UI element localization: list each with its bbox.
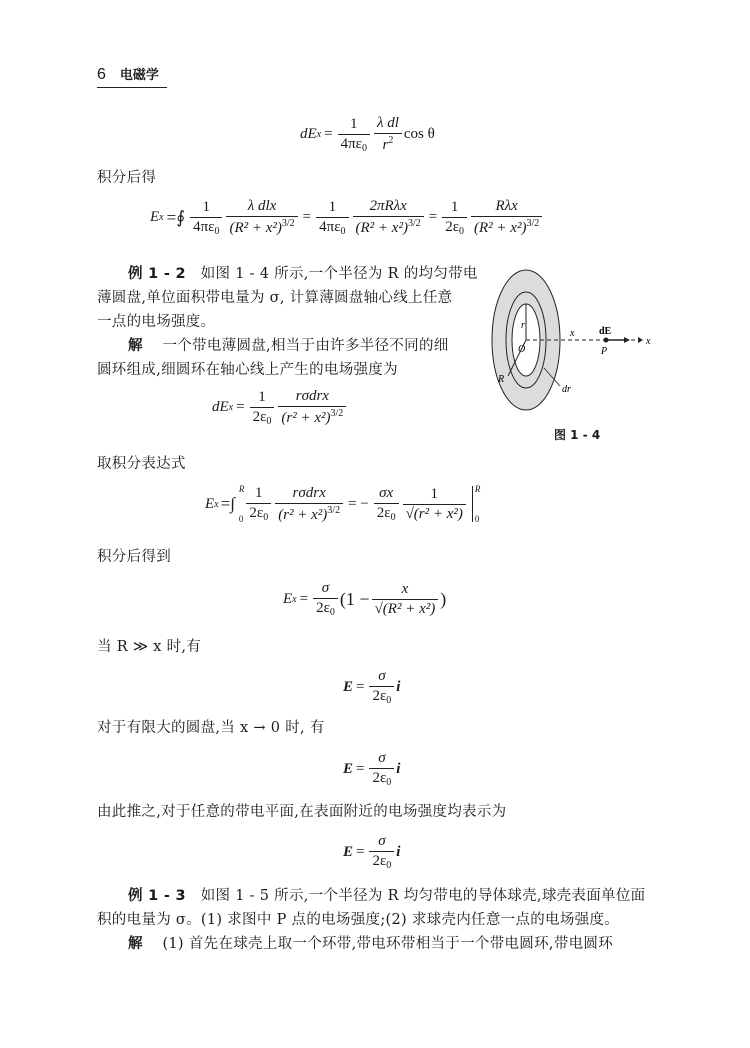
text-integrate-2: 积分后得到 <box>97 549 171 565</box>
equation-E-plane: E = $\frac{\sigma}{2\varepsilon_0}$ i <box>343 833 401 871</box>
svg-text:x: x <box>646 336 651 347</box>
running-header <box>97 64 167 88</box>
fraction: $\frac{1}{4\pi\varepsilon_0}$ <box>338 116 370 154</box>
equation-E-limit-2: E = $\frac{\sigma}{2\varepsilon_0}$ i <box>343 750 401 788</box>
text-finite-disk: 对于有限大的圆盘,当 x → 0 时, 有 <box>97 720 325 736</box>
equation-Ex-disk-result: E x = $\frac{\sigma}{2\varepsilon_0}$ (1 − $\frac{x}{\text{√(R² + x²)}}$ ) <box>283 580 447 618</box>
fraction: $\frac{\text{λ dl}}{r^2}$ <box>374 115 402 154</box>
equation-dEx-ring: dE x = $\frac{1}{4\pi\varepsilon_0}$ $\frac{\text{λ dl}}{r^2}$ cos θ <box>300 115 435 154</box>
equation-E-limit-1: E = $\frac{\sigma}{2\varepsilon_0}$ i <box>343 668 401 706</box>
svg-text:dr: dr <box>562 384 571 395</box>
svg-text:x: x <box>570 328 575 339</box>
figure-1-4 <box>488 268 658 448</box>
equation-Ex-ring-integral: E x =∮ $\frac{1}{4\pi\varepsilon_0}$ $\frac{\text{λ dlx}}{(R^2 + x^2)^{3/2}}$ = $\frac{1}{4\pi\varepsilon_0}$ $\frac{\text{2πRλx}}{(R^2 + x^2)^{3/2}}$ = $\frac{1}{2\varepsilon_0}$ $\frac{\text{Rλx}}{(R^2 + x^2)^{3/2}}$ <box>150 198 544 237</box>
text-when-R-much-greater: 当 R ≫ x 时,有 <box>97 639 202 655</box>
svg-text:O: O <box>518 344 526 355</box>
header-title: 电磁学 <box>119 68 159 83</box>
dE-arrowhead <box>624 337 630 343</box>
equation-Ex-disk-integral: E x =∫ R 0 $\frac{1}{2\varepsilon_0}$ $\frac{\text{rσdrx}}{(r^2 + x^2)^{3/2}}$ = − $\frac{\sigma x}{2\varepsilon_0}$ $\frac{1}{\text{√(r² + x²)}}$ R 0 <box>205 484 481 524</box>
figure-caption: 图 1 - 4 <box>554 428 601 442</box>
svg-text:r: r <box>521 320 525 331</box>
page-number: 6 <box>97 66 106 83</box>
text-integral-expression: 取积分表达式 <box>97 456 186 472</box>
text-integrate-1: 积分后得 <box>97 170 157 186</box>
point-P <box>604 338 609 343</box>
equation-dEx-disk: dE x = $\frac{1}{2\varepsilon_0}$ $\frac{\text{rσdrx}}{(r^2 + x^2)^{3/2}}$ <box>212 388 348 427</box>
svg-text:R: R <box>498 374 505 385</box>
charged-disk-diagram <box>488 268 658 418</box>
svg-text:P: P <box>601 346 608 357</box>
axis-arrowhead <box>638 337 643 343</box>
example-1-3: 例 1 - 3 如图 1 - 5 所示,一个半径为 R 均匀带电的导体球壳,球壳表面单位面 积的电量为 σ。(1) 求图中 P 点的电场强度;(2) 求球壳内任意一点的电场强度。 解 (1) 首先在球壳上取一个环带,带电环带相当于一个带电圆环,带电圆环 <box>97 888 646 952</box>
text-infer: 由此推之,对于任意的带电平面,在表面附近的电场强度均表示为 <box>97 804 507 820</box>
svg-text:dE: dE <box>599 326 612 337</box>
example-1-2: 例 1 - 2 如图 1 - 4 所示,一个半径为 R 的均匀带电 薄圆盘,单位面积带电量为 σ, 计算薄圆盘轴心线上任意 一点的电场强度。 解 一个带电薄圆盘,相当于由许多半径不同的细 圆环组成,细圆环在轴心线上产生的电场强度为 <box>97 266 478 378</box>
